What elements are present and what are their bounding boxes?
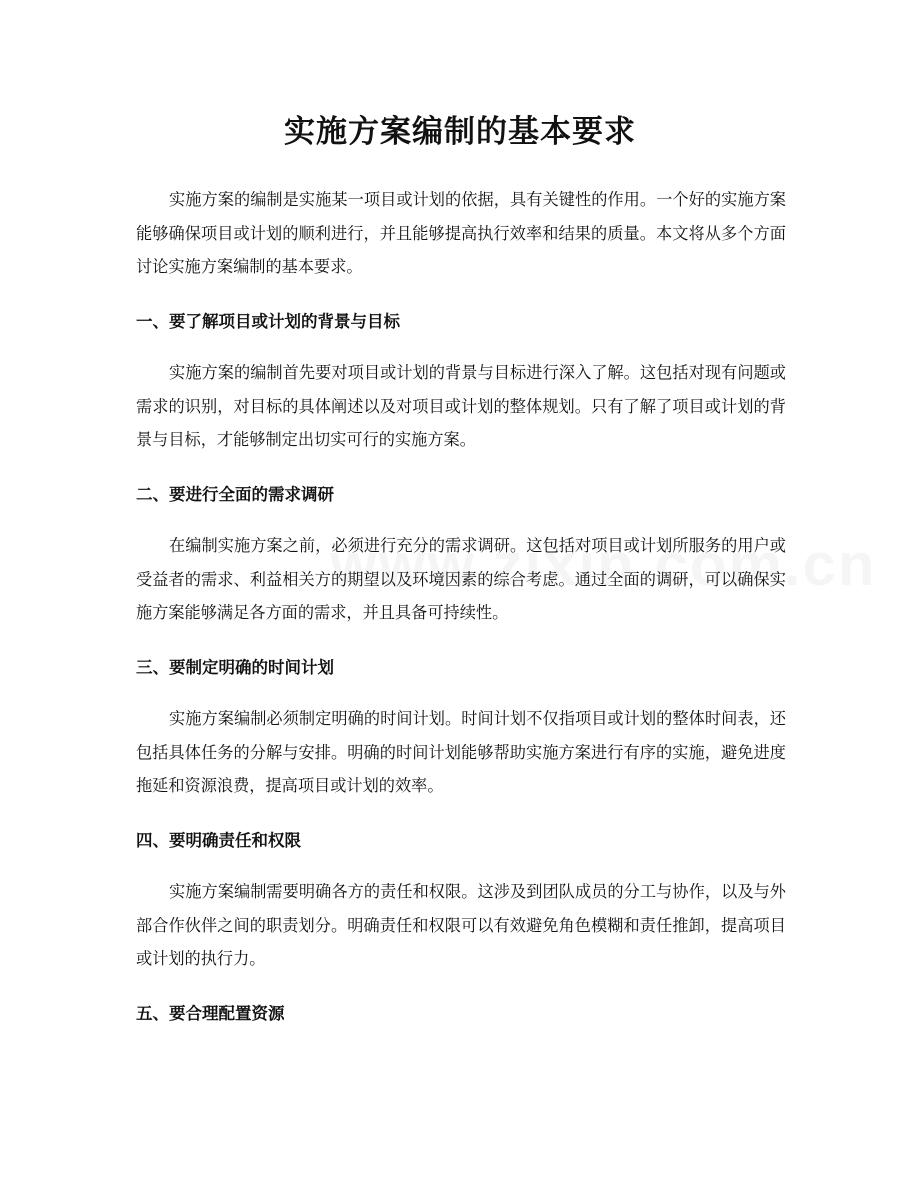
section-5-heading: 五、要合理配置资源 bbox=[136, 1004, 285, 1023]
section-2-body: 在编制实施方案之前，必须进行充分的需求调研。这包括对项目或计划所服务的用户或受益者的需求、利益相关方的期望以及环境因素的综合考虑。通过全面的调研，可以确保实施方案能够满足各方面的需求，并且具备可持续性。 bbox=[136, 536, 786, 622]
section-3-body: 实施方案编制必须制定明确的时间计划。时间计划不仅指项目或计划的整体时间表，还包括具体任务的分解与安排。明确的时间计划能够帮助实施方案进行有序的实施，避免进度拖延和资源浪费，提高项目或计划的效率。 bbox=[136, 709, 786, 795]
section-1-body: 实施方案的编制首先要对项目或计划的背景与目标进行深入了解。这包括对现有问题或需求的识别，对目标的具体阐述以及对项目或计划的整体规划。只有了解了项目或计划的背景与目标，才能够制定出切实可行的实施方案。 bbox=[136, 363, 786, 449]
intro-paragraph: 实施方案的编制是实施某一项目或计划的依据，具有关键性的作用。一个好的实施方案能够确保项目或计划的顺利进行，并且能够提高执行效率和结果的质量。本文将从多个方面讨论实施方案编制的基本要求。 bbox=[136, 190, 786, 276]
section-3-heading: 三、要制定明确的时间计划 bbox=[136, 658, 334, 677]
section-2-heading: 二、要进行全面的需求调研 bbox=[136, 485, 334, 504]
section-4-body: 实施方案编制需要明确各方的责任和权限。这涉及到团队成员的分工与协作，以及与外部合作伙伴之间的职责划分。明确责任和权限可以有效避免角色模糊和责任推卸，提高项目或计划的执行力。 bbox=[136, 882, 786, 968]
section-4-heading: 四、要明确责任和权限 bbox=[136, 831, 301, 850]
section-1-heading: 一、要了解项目或计划的背景与目标 bbox=[136, 312, 400, 331]
document-title: 实施方案编制的基本要求 bbox=[284, 114, 636, 150]
